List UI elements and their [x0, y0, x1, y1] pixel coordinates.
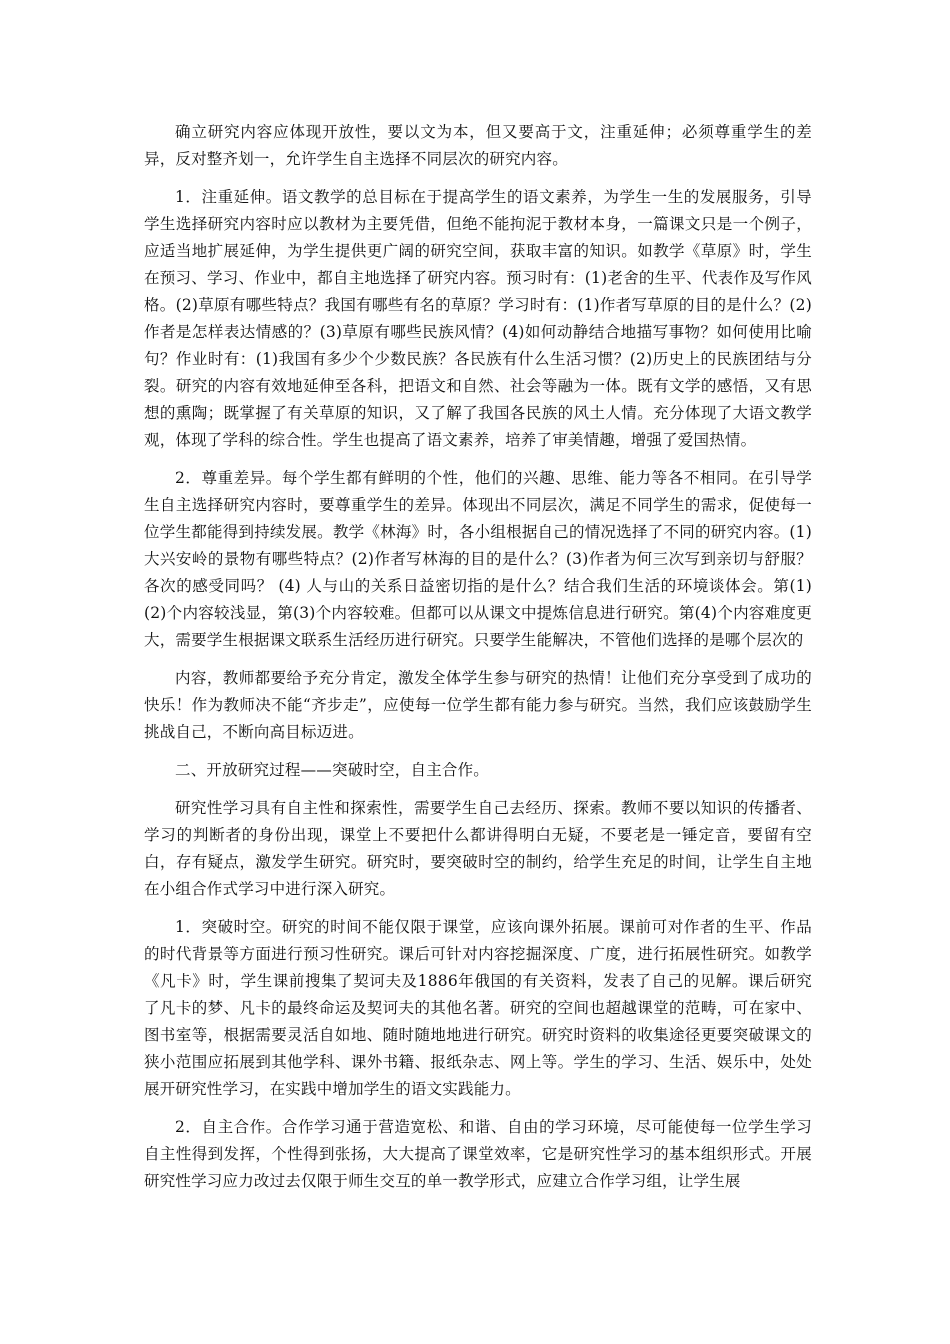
- paragraph-intro: 确立研究内容应体现开放性，要以文为本，但又要高于文，注重延伸；必须尊重学生的差异，反对整齐划一，允许学生自主选择不同层次的研究内容。: [144, 123, 812, 168]
- paragraph-cooperation: 2．自主合作。合作学习通于营造宽松、和谐、自由的学习环境，尽可能使每一位学生学习自主性得到发挥，个性得到张扬，大大提高了课堂效率，它是研究性学习的基本组织形式。开展研究性学习应力改过去仅限于师生交互的单一教学形式，应建立合作学习组，让学生展: [144, 1118, 812, 1190]
- paragraph-break-time-space: 1．突破时空。研究的时间不能仅限于课堂，应该向课外拓展。课前可对作者的生平、作品的时代背景等方面进行预习性研究。课后可针对内容挖掘深度、广度，进行拓展性研究。如教学《凡卡》时，学生课前搜集了契诃夫及1886年俄国的有关资料，发表了自己的见解。课后研究了凡卡的梦、凡卡的最终命运及契诃夫的其他名著。研究的空间也超越课堂的范畴，可在家中、图书室等，根据需要灵活自如地、随时随地地进行研究。研究时资料的收集途径更要突破课文的狭小范围应拓展到其他学科、课外书籍、报纸杂志、网上等。学生的学习、生活、娱乐中，处处展开研究性学习，在实践中增加学生的语文实践能力。: [144, 918, 812, 1098]
- paragraph-affirmation: 内容，教师都要给予充分肯定，激发全体学生参与研究的热情！让他们充分享受到了成功的快乐！作为教师决不能“齐步走”，应使每一位学生都有能力参与研究。当然，我们应该鼓励学生挑战自己，不断向高目标迈进。: [144, 669, 812, 741]
- paragraph-research-learning: 研究性学习具有自主性和探索性，需要学生自己去经历、探索。教师不要以知识的传播者、学习的判断者的身份出现，课堂上不要把什么都讲得明白无疑，不要老是一锤定音，要留有空白，存有疑点，激发学生研究。研究时，要突破时空的制约，给学生充足的时间，让学生自主地在小组合作式学习中进行深入研究。: [144, 799, 812, 898]
- document-body: [144, 119, 812, 1206]
- paragraph-extension: 1．注重延伸。语文教学的总目标在于提高学生的语文素养，为学生一生的发展服务，引导学生选择研究内容时应以教材为主要凭借，但绝不能拘泥于教材本身，一篇课文只是一个例子，应适当地扩展延伸，为学生提供更广阔的研究空间，获取丰富的知识。如教学《草原》时，学生在预习、学习、作业中，都自主地选择了研究内容。预习时有：(1)老舍的生平、代表作及写作风格。(2)草原有哪些特点？我国有哪些有名的草原？学习时有：(1)作者写草原的目的是什么？(2)作者是怎样表达情感的？(3)草原有哪些民族风情？(4)如何动静结合地描写事物？如何使用比喻句？作业时有：(1)我国有多少个少数民族？各民族有什么生活习惯？(2)历史上的民族团结与分裂。研究的内容有效地延伸至各科，把语文和自然、社会等融为一体。既有文学的感悟，又有思想的熏陶；既掌握了有关草原的知识，又了解了我国各民族的风土人情。充分体现了大语文教学观，体现了学科的综合性。学生也提高了语文素养，培养了审美情趣，增强了爱国热情。: [144, 188, 812, 449]
- section-heading-open-process: 二、开放研究过程——突破时空，自主合作。: [175, 761, 490, 779]
- paragraph-respect-differences: 2．尊重差异。每个学生都有鲜明的个性，他们的兴趣、思维、能力等各不相同。在引导学生自主选择研究内容时，要尊重学生的差异。体现出不同层次，满足不同学生的需求，促使每一位学生都能得到持续发展。教学《林海》时，各小组根据自己的情况选择了不同的研究内容。(1)大兴安岭的景物有哪些特点？(2)作者写林海的目的是什么？(3)作者为何三次写到亲切与舒服？各次的感受同吗？ (4) 人与山的关系日益密切指的是什么？结合我们生活的环境谈体会。第(1)(2)个内容较浅显，第(3)个内容较难。但都可以从课文中提炼信息进行研究。第(4)个内容难度更大，需要学生根据课文联系生活经历进行研究。只要学生能解决，不管他们选择的是哪个层次的: [144, 469, 812, 649]
